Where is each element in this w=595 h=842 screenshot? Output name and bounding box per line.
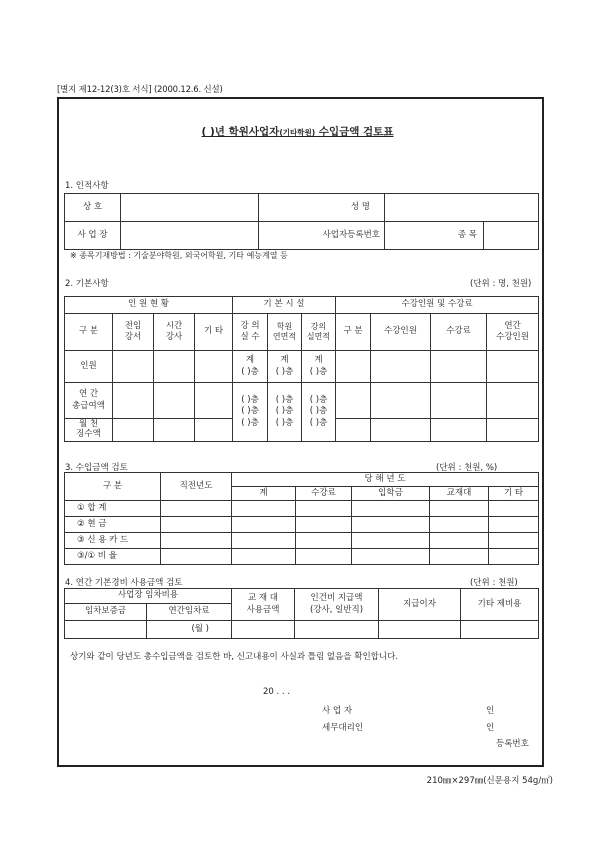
cell-input[interactable] (461, 621, 539, 639)
cell-input[interactable] (489, 533, 539, 549)
confirmation-text: 상기와 같이 당년도 총수입금액을 검토한 바, 신고내용이 사실과 틀림 없음을 확인합니다. (70, 652, 399, 662)
name-field[interactable] (385, 194, 539, 222)
col-fee: 수강료 (431, 314, 487, 351)
business-place-field[interactable] (121, 222, 259, 250)
col-current-year: 당 해 년 도 (232, 473, 539, 487)
cell-input[interactable] (336, 351, 371, 383)
agent-seal: 인 (486, 723, 495, 733)
cell-input[interactable] (489, 501, 539, 517)
cell-input[interactable] (487, 419, 539, 442)
reg-no-label: 사업자등록번호 (259, 222, 385, 250)
col-gubun: 구 분 (65, 314, 113, 351)
floor-label: ( )층 (309, 395, 328, 406)
cell-input[interactable] (296, 533, 352, 549)
cell-input[interactable] (232, 549, 296, 565)
form-title (0, 124, 595, 139)
sum-label: 계 (245, 355, 255, 366)
col-deposit: 임차보증금 (65, 604, 147, 621)
col-material-usage: 교 재 대 사용금액 (232, 589, 295, 621)
name-label: 성 명 (259, 194, 385, 222)
operator-label: 사 업 자 (322, 706, 353, 716)
row-annual-pay-label: 연 간 총급여액 (65, 383, 113, 419)
col-gubun2: 구 분 (336, 314, 371, 351)
cell-input[interactable] (113, 419, 154, 442)
row-total-label: ① 합 계 (65, 501, 161, 517)
cell-input[interactable] (232, 621, 295, 639)
trade-name-field[interactable] (121, 194, 259, 222)
floor-label: ( )층 (309, 366, 328, 377)
col-other: 기 타 (489, 487, 539, 501)
row-cash-label: ② 현 금 (65, 517, 161, 533)
col-total: 계 (232, 487, 296, 501)
title-rest: 수입금액 검토표 (315, 126, 394, 138)
cell-input[interactable] (336, 383, 371, 419)
business-place-label: 사 업 장 (65, 222, 121, 250)
area-sum-cell[interactable] (268, 351, 302, 383)
cell-input[interactable] (430, 517, 489, 533)
cell-input[interactable] (431, 419, 487, 442)
cell-input[interactable] (489, 549, 539, 565)
row-ratio-label: ③/① 비 율 (65, 549, 161, 565)
cell-input[interactable] (296, 501, 352, 517)
cell-input[interactable] (487, 383, 539, 419)
form-header: [별지 제12-12(3)호 서식] (2000.12.6. 신설) (57, 85, 223, 95)
floor-label: ( )층 (309, 406, 328, 417)
cell-input[interactable] (431, 383, 487, 419)
col-other-expense: 기타 제비용 (461, 589, 539, 621)
col-area: 학원 연면적 (268, 314, 302, 351)
cell-input[interactable] (371, 419, 431, 442)
cell-input[interactable] (431, 351, 487, 383)
cell-input[interactable] (195, 383, 233, 419)
title-blank: ( ) (201, 126, 215, 138)
col-entry-fee: 입학금 (352, 487, 430, 501)
income-review-table (64, 472, 539, 565)
rooms-sum-cell[interactable] (233, 351, 268, 383)
cell-input[interactable] (352, 517, 430, 533)
section2-unit: (단위 : 명, 천원) (470, 279, 532, 289)
operator-seal: 인 (486, 706, 495, 716)
floor-label: ( )층 (241, 395, 259, 406)
col-labor-cost: 인건비 지급액 (강사, 일반직) (295, 589, 379, 621)
month-cell[interactable]: (월 ) (147, 621, 232, 639)
row-card-label: ③ 신 용 카 드 (65, 533, 161, 549)
col-room-area: 강의 실면적 (302, 314, 336, 351)
section3-unit: (단위 : 천원, %) (436, 463, 498, 473)
cell-input[interactable] (296, 549, 352, 565)
cell-input[interactable] (161, 533, 232, 549)
cell-input[interactable] (113, 383, 154, 419)
sum-label: 계 (280, 355, 289, 366)
cell-input[interactable] (430, 533, 489, 549)
section1-heading: 1. 인적사항 (65, 181, 109, 191)
cell-input[interactable] (195, 351, 233, 383)
floor-label: ( )층 (241, 366, 259, 377)
reg-no-field: 종 목 (385, 222, 484, 250)
cell-input[interactable] (371, 351, 431, 383)
row-monthly-label: 월 천 징수액 (65, 419, 113, 442)
cell-input[interactable] (352, 501, 430, 517)
col-rent-group: 사업장 임차비용 (65, 589, 232, 604)
cell-input[interactable] (336, 419, 371, 442)
personal-info-table (64, 193, 539, 250)
facility-header: 기 본 시 설 (233, 297, 336, 314)
cell-input[interactable] (430, 501, 489, 517)
col-fulltime: 전임 강서 (113, 314, 154, 351)
col-rooms: 강 의 실 수 (233, 314, 268, 351)
room-area-floor-cell[interactable] (302, 383, 336, 442)
basic-info-table (64, 296, 539, 442)
cell-input[interactable] (487, 351, 539, 383)
cell-input[interactable] (232, 517, 296, 533)
category-note: ※ 종목기재방법 : 기술분야학원, 외국어학원, 기타 예능계열 등 (70, 251, 288, 260)
trade-name-label: 상 호 (65, 194, 121, 222)
col-annual-rent: 연간임차료 (147, 604, 232, 621)
agent-label: 세무대리인 (322, 723, 364, 733)
floor-label: ( )층 (275, 406, 294, 417)
col-annual-students: 연간 수강인원 (487, 314, 539, 351)
cell-input[interactable] (65, 621, 147, 639)
cell-input[interactable] (232, 501, 296, 517)
sum-label: 계 (314, 355, 323, 366)
expense-review-table (64, 588, 539, 639)
cell-input[interactable] (371, 383, 431, 419)
room-area-sum-cell[interactable] (302, 351, 336, 383)
col-interest: 지급이자 (379, 589, 461, 621)
col-material: 교재대 (430, 487, 489, 501)
area-floor-cell[interactable] (268, 383, 302, 442)
cell-input[interactable] (161, 549, 232, 565)
floor-label: ( )층 (275, 395, 294, 406)
section4-unit: (단위 : 천원) (470, 578, 518, 588)
cell-input[interactable] (379, 621, 461, 639)
floor-label: ( )층 (309, 417, 328, 428)
row-people-label: 인원 (65, 351, 113, 383)
col-fee: 수강료 (296, 487, 352, 501)
title-small: (기타학원) (279, 128, 316, 137)
staff-header: 인 원 현 황 (65, 297, 233, 314)
cell-input[interactable] (113, 351, 154, 383)
col-students: 수강인원 (371, 314, 431, 351)
category-field[interactable] (484, 222, 539, 250)
section4-heading: 4. 연간 기본경비 사용금액 검토 (65, 578, 183, 588)
cell-input[interactable] (161, 501, 232, 517)
section2-heading: 2. 기본사항 (65, 279, 109, 289)
col-gubun: 구 분 (65, 473, 161, 501)
cell-input[interactable] (232, 533, 296, 549)
agent-reg-no-label: 등록번호 (496, 739, 529, 749)
floor-label: ( )층 (241, 417, 259, 428)
cell-input[interactable] (296, 517, 352, 533)
cell-input[interactable] (295, 621, 379, 639)
floor-label: ( )층 (275, 366, 294, 377)
cell-input[interactable] (489, 517, 539, 533)
enroll-header: 수강인원 및 수강료 (336, 297, 539, 314)
cell-input[interactable] (154, 351, 195, 383)
cell-input[interactable] (430, 549, 489, 565)
cell-input[interactable] (352, 533, 430, 549)
cell-input[interactable] (154, 383, 195, 419)
cell-input[interactable] (161, 517, 232, 533)
floor-label: ( )층 (241, 406, 259, 417)
paper-spec: 210㎜×297㎜(신문용지 54g/㎡) (426, 776, 553, 786)
col-prev-year: 직전년도 (161, 473, 232, 501)
cell-input[interactable] (352, 549, 430, 565)
rooms-floor-cell[interactable] (233, 383, 268, 442)
date-line: 20 . . . (263, 687, 291, 697)
cell-input[interactable] (195, 419, 233, 442)
col-parttime: 시간 강사 (154, 314, 195, 351)
floor-label: ( )층 (275, 417, 294, 428)
col-other-staff: 기 타 (195, 314, 233, 351)
title-main: 년 학원사업자 (214, 126, 280, 138)
cell-input[interactable] (154, 419, 195, 442)
section3-heading: 3. 수입금액 검토 (65, 463, 128, 473)
